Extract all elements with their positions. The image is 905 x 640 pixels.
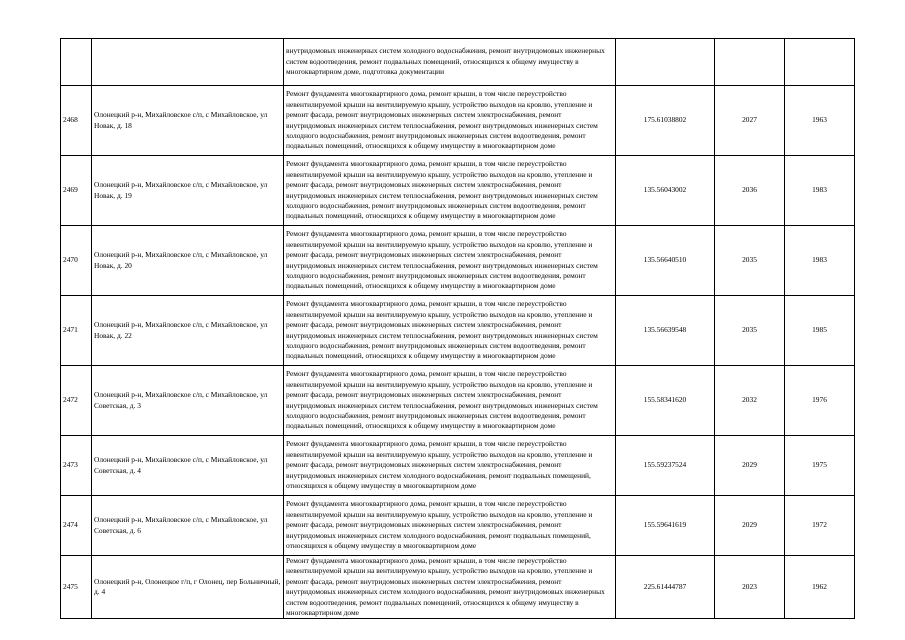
build-year-cell: 1975: [785, 436, 855, 496]
row-number-cell: 2468: [61, 86, 92, 156]
table-row: [61, 366, 855, 436]
table-row: [61, 156, 855, 226]
build-year-cell: 1983: [785, 156, 855, 226]
build-year-cell: 1962: [785, 556, 855, 619]
row-number-cell: 2474: [61, 496, 92, 556]
build-year-cell: 1983: [785, 226, 855, 296]
table-row: [61, 496, 855, 556]
row-number-cell: 2470: [61, 226, 92, 296]
registry-table: [60, 38, 855, 619]
works-cell: Ремонт фундамента многоквартирного дома, ремонт крыши, в том числе переустройство невентилируемой крыши на вентилируемую крышу, устройство выходов на кровлю, утепление и ремонт фасада, ремонт внутридомовых инженерных систем электроснабжения, ремонт внутридомовых инженерных систем теплоснабжения, ремонт внутридомовых инженерных систем холодного водоснабжения, ремонт внутридомовых инженерных систем водоотведения, ремонт подвальных помещений, относящихся к общему имуществу в многоквартирном доме: [284, 226, 616, 296]
cost-cell: [616, 39, 715, 86]
table-row: [61, 86, 855, 156]
build-year-cell: 1963: [785, 86, 855, 156]
cost-cell: 135.56043002: [616, 156, 715, 226]
address-cell: Олонецкий р-н, Михайловское с/п, с Михайловское, ул Новак, д. 20: [92, 226, 284, 296]
table-row: [61, 556, 855, 619]
build-year-cell: 1976: [785, 366, 855, 436]
planned-year-cell: 2029: [715, 436, 785, 496]
build-year-cell: 1972: [785, 496, 855, 556]
planned-year-cell: 2036: [715, 156, 785, 226]
works-cell: Ремонт фундамента многоквартирного дома, ремонт крыши, в том числе переустройство невентилируемой крыши на вентилируемую крышу, устройство выходов на кровлю, утепление и ремонт фасада, ремонт внутридомовых инженерных систем электроснабжения, ремонт внутридомовых инженерных систем теплоснабжения, ремонт внутридомовых инженерных систем холодного водоснабжения, ремонт внутридомовых инженерных систем водоотведения, ремонт подвальных помещений, относящихся к общему имуществу в многоквартирном доме: [284, 366, 616, 436]
works-cell: Ремонт фундамента многоквартирного дома, ремонт крыши, в том числе переустройство невентилируемой крыши на вентилируемую крышу, устройство выходов на кровлю, утепление и ремонт фасада, ремонт внутридомовых инженерных систем электроснабжения, ремонт внутридомовых инженерных систем теплоснабжения, ремонт внутридомовых инженерных систем холодного водоснабжения, ремонт внутридомовых инженерных систем водоотведения, ремонт подвальных помещений, относящихся к общему имуществу в многоквартирном доме: [284, 296, 616, 366]
cost-cell: 135.56640510: [616, 226, 715, 296]
row-number-cell: 2471: [61, 296, 92, 366]
cost-cell: 225.61444787: [616, 556, 715, 619]
build-year-cell: [785, 39, 855, 86]
planned-year-cell: 2027: [715, 86, 785, 156]
build-year-cell: 1985: [785, 296, 855, 366]
works-cell: Ремонт фундамента многоквартирного дома, ремонт крыши, в том числе переустройство невентилируемой крыши на вентилируемую крышу, устройство выходов на кровлю, утепление и ремонт фасада, ремонт внутридомовых инженерных систем электроснабжения, ремонт внутридомовых инженерных систем теплоснабжения, ремонт внутридомовых инженерных систем холодного водоснабжения, ремонт внутридомовых инженерных систем водоотведения, ремонт подвальных помещений, относящихся к общему имуществу в многоквартирном доме: [284, 86, 616, 156]
registry-table-body: [61, 39, 855, 619]
works-cell: Ремонт фундамента многоквартирного дома, ремонт крыши, в том числе переустройство невентилируемой крыши на вентилируемую крышу, устройство выходов на кровлю, утепление и ремонт фасада, ремонт внутридомовых инженерных систем электроснабжения, ремонт внутридомовых инженерных систем холодного водоснабжения, ремонт внутридомовых инженерных систем водоотведения, ремонт подвальных помещений, относящихся к общему имуществу в многоквартирном доме: [284, 556, 616, 619]
address-cell: Олонецкий р-н, Михайловское с/п, с Михайловское, ул Советская, д. 3: [92, 366, 284, 436]
row-number-cell: 2472: [61, 366, 92, 436]
cost-cell: 155.58341620: [616, 366, 715, 436]
works-cell: Ремонт фундамента многоквартирного дома, ремонт крыши, в том числе переустройство невентилируемой крыши на вентилируемую крышу, устройство выходов на кровлю, утепление и ремонт фасада, ремонт внутридомовых инженерных систем электроснабжения, ремонт внутридомовых инженерных систем холодного водоснабжения, ремонт подвальных помещений, относящихся к общему имуществу в многоквартирном доме: [284, 436, 616, 496]
planned-year-cell: 2035: [715, 296, 785, 366]
address-cell: [92, 39, 284, 86]
planned-year-cell: 2023: [715, 556, 785, 619]
cost-cell: 175.61038802: [616, 86, 715, 156]
works-cell: Ремонт фундамента многоквартирного дома, ремонт крыши, в том числе переустройство невентилируемой крыши на вентилируемую крышу, устройство выходов на кровлю, утепление и ремонт фасада, ремонт внутридомовых инженерных систем электроснабжения, ремонт внутридомовых инженерных систем холодного водоснабжения, ремонт подвальных помещений, относящихся к общему имуществу в многоквартирном доме: [284, 496, 616, 556]
cost-cell: 155.59237524: [616, 436, 715, 496]
address-cell: Олонецкий р-н, Михайловское с/п, с Михайловское, ул Советская, д. 6: [92, 496, 284, 556]
planned-year-cell: 2035: [715, 226, 785, 296]
address-cell: Олонецкий р-н, Михайловское с/п, с Михайловское, ул Новак, д. 22: [92, 296, 284, 366]
row-number-cell: 2473: [61, 436, 92, 496]
works-cell: внутридомовых инженерных систем холодного водоснабжения, ремонт внутридомовых инженерных систем водоотведения, ремонт подвальных помещений, относящихся к общему имуществу в многоквартирном доме, подготовка документации: [284, 39, 616, 86]
planned-year-cell: 2029: [715, 496, 785, 556]
row-number-cell: [61, 39, 92, 86]
address-cell: Олонецкий р-н, Михайловское с/п, с Михайловское, ул Новак, д. 18: [92, 86, 284, 156]
table-row: [61, 436, 855, 496]
planned-year-cell: 2032: [715, 366, 785, 436]
table-row-continued: [61, 39, 855, 86]
works-cell: Ремонт фундамента многоквартирного дома, ремонт крыши, в том числе переустройство невентилируемой крыши на вентилируемую крышу, устройство выходов на кровлю, утепление и ремонт фасада, ремонт внутридомовых инженерных систем электроснабжения, ремонт внутридомовых инженерных систем теплоснабжения, ремонт внутридомовых инженерных систем холодного водоснабжения, ремонт внутридомовых инженерных систем водоотведения, ремонт подвальных помещений, относящихся к общему имуществу в многоквартирном доме: [284, 156, 616, 226]
address-cell: Олонецкий р-н, Олонецкое г/п, г Олонец, пер Больничный, д. 4: [92, 556, 284, 619]
row-number-cell: 2475: [61, 556, 92, 619]
table-row: [61, 296, 855, 366]
table-row: [61, 226, 855, 296]
address-cell: Олонецкий р-н, Михайловское с/п, с Михайловское, ул Новак, д. 19: [92, 156, 284, 226]
cost-cell: 135.56639548: [616, 296, 715, 366]
cost-cell: 155.59641619: [616, 496, 715, 556]
row-number-cell: 2469: [61, 156, 92, 226]
address-cell: Олонецкий р-н, Михайловское с/п, с Михайловское, ул Советская, д. 4: [92, 436, 284, 496]
planned-year-cell: [715, 39, 785, 86]
